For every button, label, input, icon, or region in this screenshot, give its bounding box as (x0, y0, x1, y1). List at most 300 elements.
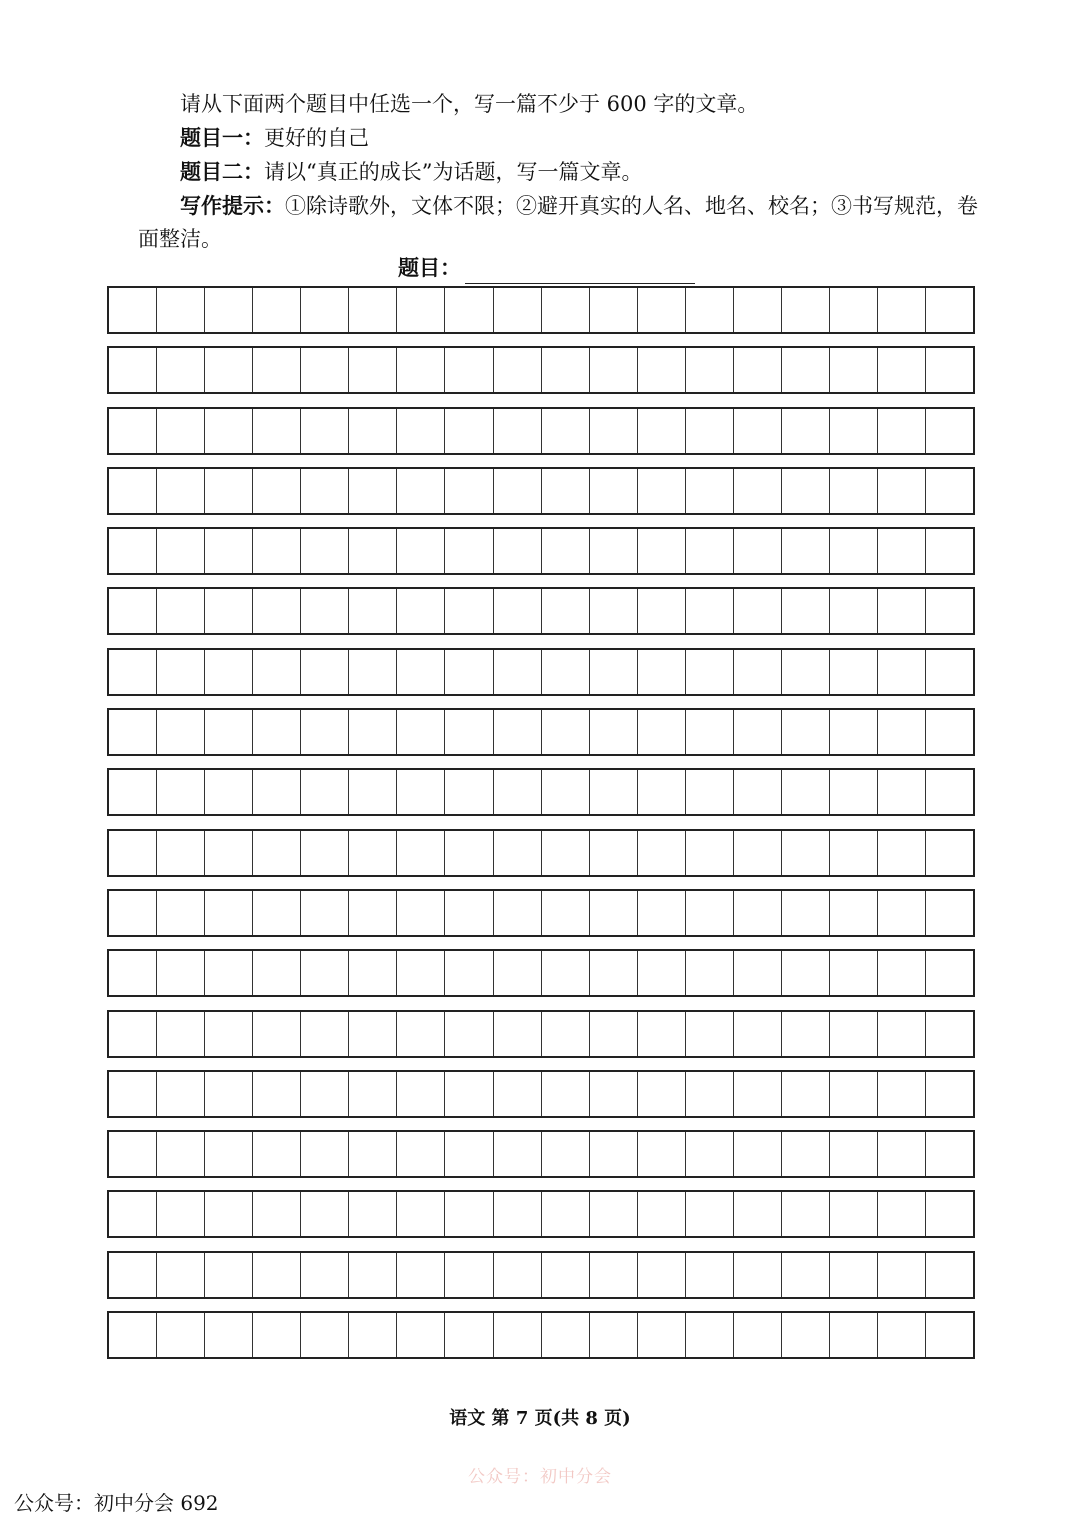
grid-cell[interactable] (445, 1012, 493, 1056)
grid-cell[interactable] (349, 831, 397, 875)
grid-cell[interactable] (782, 1012, 830, 1056)
grid-cell[interactable] (686, 529, 734, 573)
grid-cell[interactable] (349, 1253, 397, 1297)
grid-cell[interactable] (638, 650, 686, 694)
grid-cell[interactable] (638, 288, 686, 332)
grid-cell[interactable] (253, 1313, 301, 1357)
grid-cell[interactable] (542, 710, 590, 754)
grid-cell[interactable] (205, 1072, 253, 1116)
grid-cell[interactable] (397, 1072, 445, 1116)
grid-cell[interactable] (590, 288, 638, 332)
grid-cell[interactable] (542, 1012, 590, 1056)
grid-cell[interactable] (782, 1253, 830, 1297)
grid-cell[interactable] (878, 1313, 926, 1357)
grid-cell[interactable] (397, 469, 445, 513)
grid-cell[interactable] (734, 348, 782, 392)
grid-cell[interactable] (590, 1072, 638, 1116)
grid-cell[interactable] (109, 891, 157, 935)
grid-cell[interactable] (590, 831, 638, 875)
grid-cell[interactable] (734, 951, 782, 995)
grid-cell[interactable] (638, 951, 686, 995)
grid-cell[interactable] (445, 348, 493, 392)
grid-cell[interactable] (445, 409, 493, 453)
grid-cell[interactable] (253, 650, 301, 694)
grid-cell[interactable] (157, 1072, 205, 1116)
grid-cell[interactable] (686, 1012, 734, 1056)
grid-cell[interactable] (830, 469, 878, 513)
grid-cell[interactable] (830, 770, 878, 814)
grid-cell[interactable] (397, 1313, 445, 1357)
grid-cell[interactable] (301, 831, 349, 875)
grid-cell[interactable] (157, 1192, 205, 1236)
grid-cell[interactable] (445, 288, 493, 332)
grid-cell[interactable] (253, 1012, 301, 1056)
grid-cell[interactable] (590, 770, 638, 814)
grid-cell[interactable] (157, 951, 205, 995)
grid-cell[interactable] (686, 951, 734, 995)
grid-cell[interactable] (494, 1072, 542, 1116)
grid-cell[interactable] (494, 1313, 542, 1357)
grid-cell[interactable] (205, 1012, 253, 1056)
grid-cell[interactable] (205, 891, 253, 935)
grid-cell[interactable] (542, 770, 590, 814)
grid-cell[interactable] (301, 1192, 349, 1236)
grid-cell[interactable] (445, 589, 493, 633)
grid-cell[interactable] (109, 1132, 157, 1176)
grid-cell[interactable] (253, 831, 301, 875)
grid-cell[interactable] (109, 348, 157, 392)
grid-cell[interactable] (638, 1012, 686, 1056)
grid-cell[interactable] (734, 710, 782, 754)
grid-cell[interactable] (301, 1313, 349, 1357)
grid-cell[interactable] (878, 589, 926, 633)
grid-cell[interactable] (205, 469, 253, 513)
grid-cell[interactable] (878, 469, 926, 513)
grid-cell[interactable] (109, 529, 157, 573)
grid-cell[interactable] (301, 348, 349, 392)
grid-cell[interactable] (638, 589, 686, 633)
grid-cell[interactable] (926, 1192, 973, 1236)
grid-cell[interactable] (878, 831, 926, 875)
grid-cell[interactable] (205, 710, 253, 754)
grid-cell[interactable] (109, 1072, 157, 1116)
grid-cell[interactable] (590, 348, 638, 392)
grid-cell[interactable] (590, 710, 638, 754)
grid-cell[interactable] (734, 529, 782, 573)
grid-cell[interactable] (638, 1132, 686, 1176)
grid-cell[interactable] (686, 1072, 734, 1116)
grid-cell[interactable] (830, 710, 878, 754)
grid-cell[interactable] (878, 1132, 926, 1176)
grid-cell[interactable] (638, 1072, 686, 1116)
grid-cell[interactable] (734, 891, 782, 935)
grid-cell[interactable] (878, 409, 926, 453)
grid-cell[interactable] (734, 589, 782, 633)
grid-cell[interactable] (109, 288, 157, 332)
grid-cell[interactable] (349, 469, 397, 513)
grid-cell[interactable] (494, 831, 542, 875)
grid-cell[interactable] (638, 529, 686, 573)
grid-cell[interactable] (397, 1132, 445, 1176)
grid-cell[interactable] (590, 589, 638, 633)
grid-cell[interactable] (926, 1253, 973, 1297)
grid-cell[interactable] (205, 589, 253, 633)
grid-cell[interactable] (157, 770, 205, 814)
grid-cell[interactable] (301, 529, 349, 573)
grid-cell[interactable] (157, 348, 205, 392)
grid-cell[interactable] (542, 469, 590, 513)
grid-cell[interactable] (590, 951, 638, 995)
grid-cell[interactable] (734, 1072, 782, 1116)
grid-cell[interactable] (590, 409, 638, 453)
grid-cell[interactable] (157, 1012, 205, 1056)
grid-cell[interactable] (253, 1072, 301, 1116)
grid-cell[interactable] (878, 951, 926, 995)
grid-cell[interactable] (205, 288, 253, 332)
grid-cell[interactable] (301, 951, 349, 995)
grid-cell[interactable] (926, 891, 973, 935)
grid-cell[interactable] (494, 951, 542, 995)
grid-cell[interactable] (686, 770, 734, 814)
grid-cell[interactable] (590, 1253, 638, 1297)
grid-cell[interactable] (542, 348, 590, 392)
grid-cell[interactable] (830, 1072, 878, 1116)
grid-cell[interactable] (590, 469, 638, 513)
grid-cell[interactable] (205, 951, 253, 995)
grid-cell[interactable] (349, 288, 397, 332)
grid-cell[interactable] (301, 409, 349, 453)
grid-cell[interactable] (205, 348, 253, 392)
grid-cell[interactable] (686, 1313, 734, 1357)
grid-cell[interactable] (590, 1313, 638, 1357)
grid-cell[interactable] (926, 831, 973, 875)
grid-cell[interactable] (157, 409, 205, 453)
grid-cell[interactable] (349, 1072, 397, 1116)
grid-cell[interactable] (253, 348, 301, 392)
grid-cell[interactable] (734, 409, 782, 453)
grid-cell[interactable] (638, 1253, 686, 1297)
grid-cell[interactable] (301, 1253, 349, 1297)
grid-cell[interactable] (349, 348, 397, 392)
grid-cell[interactable] (494, 348, 542, 392)
grid-cell[interactable] (205, 1253, 253, 1297)
grid-cell[interactable] (926, 650, 973, 694)
grid-cell[interactable] (494, 409, 542, 453)
grid-cell[interactable] (397, 891, 445, 935)
grid-cell[interactable] (782, 589, 830, 633)
grid-cell[interactable] (782, 1132, 830, 1176)
grid-cell[interactable] (445, 951, 493, 995)
grid-cell[interactable] (109, 1192, 157, 1236)
grid-cell[interactable] (542, 1313, 590, 1357)
grid-cell[interactable] (638, 1313, 686, 1357)
grid-cell[interactable] (830, 1012, 878, 1056)
grid-cell[interactable] (445, 1253, 493, 1297)
grid-cell[interactable] (542, 529, 590, 573)
grid-cell[interactable] (590, 1132, 638, 1176)
grid-cell[interactable] (638, 1192, 686, 1236)
grid-cell[interactable] (542, 891, 590, 935)
grid-cell[interactable] (157, 1313, 205, 1357)
grid-cell[interactable] (397, 650, 445, 694)
grid-cell[interactable] (494, 650, 542, 694)
grid-cell[interactable] (445, 469, 493, 513)
grid-cell[interactable] (397, 710, 445, 754)
grid-cell[interactable] (734, 1192, 782, 1236)
grid-cell[interactable] (782, 409, 830, 453)
grid-cell[interactable] (542, 409, 590, 453)
grid-cell[interactable] (830, 650, 878, 694)
grid-cell[interactable] (638, 409, 686, 453)
grid-cell[interactable] (830, 831, 878, 875)
grid-cell[interactable] (157, 710, 205, 754)
grid-cell[interactable] (109, 951, 157, 995)
grid-cell[interactable] (349, 891, 397, 935)
grid-cell[interactable] (782, 348, 830, 392)
essay-title-blank[interactable] (465, 259, 695, 284)
grid-cell[interactable] (205, 409, 253, 453)
grid-cell[interactable] (349, 529, 397, 573)
grid-cell[interactable] (830, 951, 878, 995)
grid-cell[interactable] (349, 650, 397, 694)
grid-cell[interactable] (686, 1192, 734, 1236)
grid-cell[interactable] (109, 1253, 157, 1297)
grid-cell[interactable] (782, 951, 830, 995)
grid-cell[interactable] (878, 288, 926, 332)
grid-cell[interactable] (445, 1192, 493, 1236)
grid-cell[interactable] (494, 1192, 542, 1236)
grid-cell[interactable] (782, 710, 830, 754)
grid-cell[interactable] (638, 710, 686, 754)
grid-cell[interactable] (445, 710, 493, 754)
grid-cell[interactable] (157, 650, 205, 694)
grid-cell[interactable] (109, 469, 157, 513)
grid-cell[interactable] (830, 1253, 878, 1297)
grid-cell[interactable] (301, 469, 349, 513)
grid-cell[interactable] (878, 1072, 926, 1116)
grid-cell[interactable] (782, 1192, 830, 1236)
grid-cell[interactable] (397, 288, 445, 332)
grid-cell[interactable] (686, 469, 734, 513)
grid-cell[interactable] (734, 650, 782, 694)
grid-cell[interactable] (926, 770, 973, 814)
grid-cell[interactable] (349, 589, 397, 633)
grid-cell[interactable] (397, 1192, 445, 1236)
grid-cell[interactable] (253, 891, 301, 935)
grid-cell[interactable] (253, 1192, 301, 1236)
grid-cell[interactable] (253, 951, 301, 995)
grid-cell[interactable] (349, 1192, 397, 1236)
grid-cell[interactable] (397, 770, 445, 814)
grid-cell[interactable] (926, 409, 973, 453)
grid-cell[interactable] (830, 1192, 878, 1236)
grid-cell[interactable] (734, 469, 782, 513)
grid-cell[interactable] (590, 1012, 638, 1056)
grid-cell[interactable] (878, 1253, 926, 1297)
grid-cell[interactable] (494, 1012, 542, 1056)
grid-cell[interactable] (926, 951, 973, 995)
grid-cell[interactable] (494, 1132, 542, 1176)
grid-cell[interactable] (157, 1132, 205, 1176)
grid-cell[interactable] (782, 650, 830, 694)
grid-cell[interactable] (734, 1012, 782, 1056)
grid-cell[interactable] (638, 831, 686, 875)
grid-cell[interactable] (542, 1072, 590, 1116)
grid-cell[interactable] (301, 589, 349, 633)
grid-cell[interactable] (205, 650, 253, 694)
grid-cell[interactable] (542, 1253, 590, 1297)
grid-cell[interactable] (542, 650, 590, 694)
grid-cell[interactable] (878, 650, 926, 694)
grid-cell[interactable] (253, 1132, 301, 1176)
grid-cell[interactable] (494, 891, 542, 935)
grid-cell[interactable] (109, 1313, 157, 1357)
grid-cell[interactable] (734, 1313, 782, 1357)
grid-cell[interactable] (638, 891, 686, 935)
grid-cell[interactable] (830, 1132, 878, 1176)
grid-cell[interactable] (830, 409, 878, 453)
grid-cell[interactable] (782, 529, 830, 573)
grid-cell[interactable] (686, 650, 734, 694)
grid-cell[interactable] (205, 1132, 253, 1176)
grid-cell[interactable] (926, 1132, 973, 1176)
grid-cell[interactable] (397, 951, 445, 995)
grid-cell[interactable] (494, 710, 542, 754)
grid-cell[interactable] (878, 891, 926, 935)
grid-cell[interactable] (686, 589, 734, 633)
grid-cell[interactable] (926, 589, 973, 633)
grid-cell[interactable] (830, 288, 878, 332)
grid-cell[interactable] (878, 348, 926, 392)
grid-cell[interactable] (926, 1012, 973, 1056)
grid-cell[interactable] (686, 1132, 734, 1176)
grid-cell[interactable] (301, 710, 349, 754)
grid-cell[interactable] (830, 529, 878, 573)
grid-cell[interactable] (686, 891, 734, 935)
grid-cell[interactable] (349, 1012, 397, 1056)
grid-cell[interactable] (734, 288, 782, 332)
grid-cell[interactable] (109, 650, 157, 694)
grid-cell[interactable] (830, 891, 878, 935)
grid-cell[interactable] (301, 891, 349, 935)
grid-cell[interactable] (397, 1253, 445, 1297)
grid-cell[interactable] (734, 831, 782, 875)
grid-cell[interactable] (686, 1253, 734, 1297)
grid-cell[interactable] (253, 529, 301, 573)
grid-cell[interactable] (109, 589, 157, 633)
grid-cell[interactable] (157, 1253, 205, 1297)
grid-cell[interactable] (205, 1313, 253, 1357)
grid-cell[interactable] (397, 831, 445, 875)
grid-cell[interactable] (926, 288, 973, 332)
grid-cell[interactable] (590, 650, 638, 694)
grid-cell[interactable] (686, 288, 734, 332)
grid-cell[interactable] (301, 650, 349, 694)
grid-cell[interactable] (253, 710, 301, 754)
grid-cell[interactable] (782, 469, 830, 513)
grid-cell[interactable] (157, 469, 205, 513)
grid-cell[interactable] (109, 409, 157, 453)
grid-cell[interactable] (349, 951, 397, 995)
grid-cell[interactable] (878, 710, 926, 754)
grid-cell[interactable] (157, 891, 205, 935)
grid-cell[interactable] (782, 891, 830, 935)
grid-cell[interactable] (494, 288, 542, 332)
grid-cell[interactable] (205, 529, 253, 573)
grid-cell[interactable] (253, 288, 301, 332)
grid-cell[interactable] (494, 770, 542, 814)
grid-cell[interactable] (542, 1192, 590, 1236)
grid-cell[interactable] (830, 1313, 878, 1357)
grid-cell[interactable] (926, 710, 973, 754)
grid-cell[interactable] (590, 529, 638, 573)
grid-cell[interactable] (878, 529, 926, 573)
grid-cell[interactable] (397, 348, 445, 392)
grid-cell[interactable] (638, 770, 686, 814)
grid-cell[interactable] (542, 831, 590, 875)
grid-cell[interactable] (301, 1072, 349, 1116)
grid-cell[interactable] (782, 288, 830, 332)
grid-cell[interactable] (253, 1253, 301, 1297)
grid-cell[interactable] (445, 529, 493, 573)
grid-cell[interactable] (397, 409, 445, 453)
grid-cell[interactable] (157, 529, 205, 573)
grid-cell[interactable] (253, 469, 301, 513)
grid-cell[interactable] (157, 288, 205, 332)
grid-cell[interactable] (445, 831, 493, 875)
grid-cell[interactable] (301, 1012, 349, 1056)
grid-cell[interactable] (301, 1132, 349, 1176)
grid-cell[interactable] (494, 589, 542, 633)
grid-cell[interactable] (638, 348, 686, 392)
grid-cell[interactable] (494, 529, 542, 573)
grid-cell[interactable] (349, 1313, 397, 1357)
grid-cell[interactable] (205, 831, 253, 875)
grid-cell[interactable] (253, 770, 301, 814)
grid-cell[interactable] (686, 409, 734, 453)
grid-cell[interactable] (301, 770, 349, 814)
grid-cell[interactable] (782, 770, 830, 814)
grid-cell[interactable] (734, 770, 782, 814)
grid-cell[interactable] (926, 529, 973, 573)
grid-cell[interactable] (205, 770, 253, 814)
grid-cell[interactable] (926, 1313, 973, 1357)
grid-cell[interactable] (830, 348, 878, 392)
grid-cell[interactable] (926, 469, 973, 513)
grid-cell[interactable] (109, 1012, 157, 1056)
grid-cell[interactable] (734, 1132, 782, 1176)
grid-cell[interactable] (157, 589, 205, 633)
grid-cell[interactable] (782, 1313, 830, 1357)
grid-cell[interactable] (109, 770, 157, 814)
grid-cell[interactable] (205, 1192, 253, 1236)
grid-cell[interactable] (542, 951, 590, 995)
grid-cell[interactable] (349, 770, 397, 814)
grid-cell[interactable] (397, 529, 445, 573)
grid-cell[interactable] (253, 589, 301, 633)
grid-cell[interactable] (157, 831, 205, 875)
grid-cell[interactable] (590, 1192, 638, 1236)
grid-cell[interactable] (686, 831, 734, 875)
grid-cell[interactable] (878, 770, 926, 814)
grid-cell[interactable] (542, 288, 590, 332)
grid-cell[interactable] (686, 348, 734, 392)
grid-cell[interactable] (494, 1253, 542, 1297)
grid-cell[interactable] (878, 1012, 926, 1056)
grid-cell[interactable] (445, 1132, 493, 1176)
grid-cell[interactable] (542, 589, 590, 633)
grid-cell[interactable] (349, 409, 397, 453)
